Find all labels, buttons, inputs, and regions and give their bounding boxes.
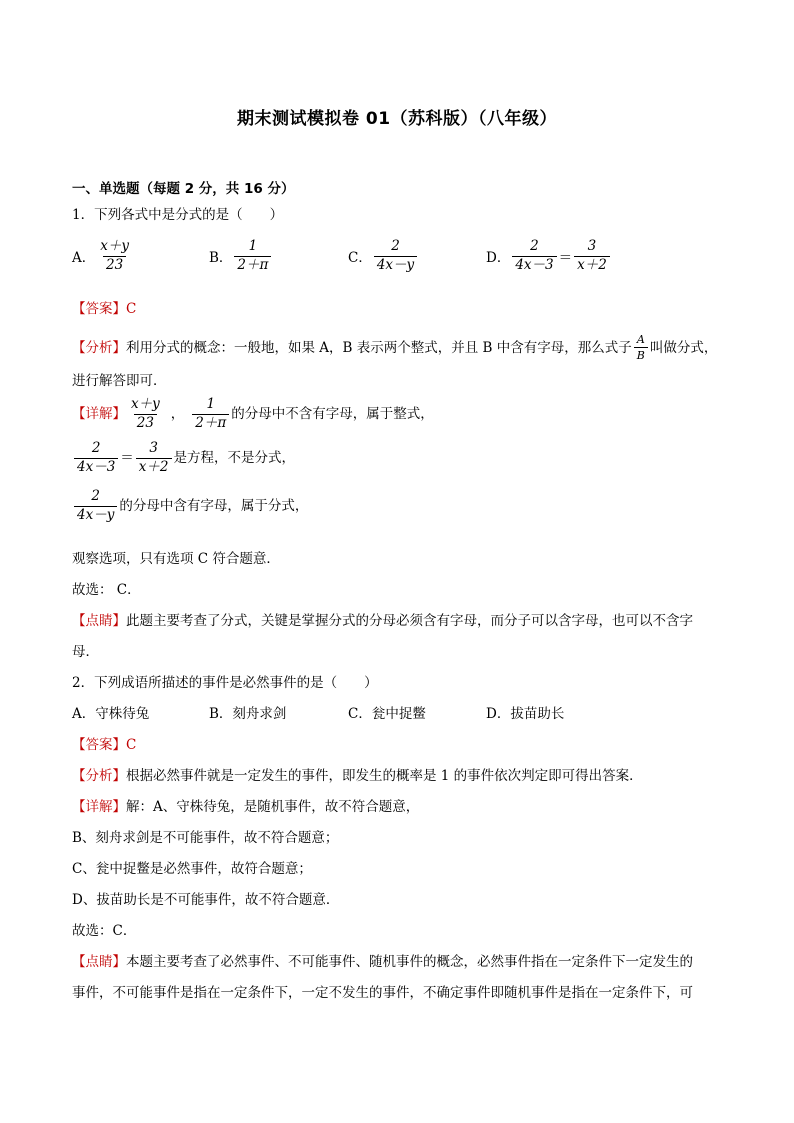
q2-stem: 2．下列成语所描述的事件是必然事件的是（ ） [72, 675, 378, 691]
q2-option-c: C．瓮中捉鳖 [348, 706, 426, 722]
q2-detail-4: D、拔苗助长是不可能事件，故不符合题意． [72, 892, 340, 908]
fraction: $\frac{1}{2+\pi}$ [192, 398, 229, 430]
fraction: $\frac{2}{4x-y}$ [74, 490, 117, 522]
q1-option-d: D． $\frac{2}{4x-3}$ ＝ $\frac{3}{x+2}$ [486, 240, 612, 272]
q1-detail-4: 观察选项，只有选项 C 符合题意． [72, 551, 280, 567]
q2-option-a: A．守株待兔 [72, 706, 150, 722]
section-heading: 一、单选题（每题 2 分，共 16 分） [72, 181, 295, 197]
page-title: 期末测试模拟卷 01（苏科版）（八年级） [236, 109, 558, 129]
q2-detail-3: C、瓮中捉鳖是必然事件，故符合题意； [72, 861, 312, 877]
q1-answer: 【答案】C [72, 301, 137, 317]
q1-detail-1: 【详解】 $\frac{x+y}{23}$ ， $\frac{1}{2+\pi}$ 的分母中不含有字母，属于整式， [72, 396, 434, 431]
q2-detail-2: B、刻舟求剑是不可能事件，故不符合题意； [72, 830, 339, 846]
q1-stem: 1．下列各式中是分式的是（ ） [72, 207, 284, 223]
q1-analysis-cont: 进行解答即可． [72, 373, 167, 389]
q2-comment-cont: 事件，不可能事件是指在一定条件下，一定不发生的事件，不确定事件即随机事件是指在一定条件下，可 [72, 985, 693, 1001]
q1-analysis: 【分析】 利用分式的概念：一般地，如果 A，B 表示两个整式，并且 B 中含有字母，那么式子 $\frac{A}{B}$ 叫做分式， [72, 333, 718, 362]
q1-choose: 故选： C． [72, 582, 141, 598]
fraction: $\frac{3}{x+2}$ [136, 442, 172, 474]
q2-option-d: D．拔苗助长 [486, 706, 565, 722]
fraction: $\frac{2}{4x-y}$ [374, 240, 417, 272]
fraction: $\frac{2}{4x-3}$ [74, 442, 118, 474]
q1-option-c: C． $\frac{2}{4x-y}$ [348, 240, 419, 272]
q2-detail-1: 【详解】解：A、守株待兔，是随机事件，故不符合题意， [72, 799, 420, 815]
fraction: $\frac{x+y}{23}$ [131, 396, 160, 431]
q1-option-a: A． $\frac{x+y}{23}$ [72, 240, 134, 272]
q1-comment-cont: 母． [72, 644, 99, 660]
q1-detail-2: $\frac{2}{4x-3}$ ＝ $\frac{3}{x+2}$ 是方程，不是分式， [72, 442, 295, 474]
fraction: $\frac{3}{x+2}$ [574, 240, 610, 272]
fraction: $\frac{x+y}{23}$ [100, 238, 129, 273]
q2-analysis: 【分析】根据必然事件就是一定发生的事件，即发生的概率是 1 的事件依次判定即可得出答案． [72, 768, 643, 784]
fraction: $\frac{A}{B}$ [634, 334, 648, 361]
q2-comment: 【点睛】本题主要考查了必然事件、不可能事件、随机事件的概念，必然事件指在一定条件下一定发生的 [72, 954, 693, 970]
q2-option-b: B．刻舟求剑 [209, 706, 287, 722]
q1-option-b: B． $\frac{1}{2+\pi}$ [209, 240, 273, 272]
fraction: $\frac{2}{4x-3}$ [512, 240, 556, 272]
q2-answer: 【答案】C [72, 737, 137, 753]
q1-detail-3: $\frac{2}{4x-y}$ 的分母中含有字母，属于分式， [72, 490, 308, 522]
q2-choose: 故选：C． [72, 923, 137, 939]
q1-comment: 【点睛】此题主要考查了分式，关键是掌握分式的分母必须含有字母，而分子可以含字母，也可以不含字 [72, 613, 693, 629]
fraction: $\frac{1}{2+\pi}$ [234, 240, 271, 272]
